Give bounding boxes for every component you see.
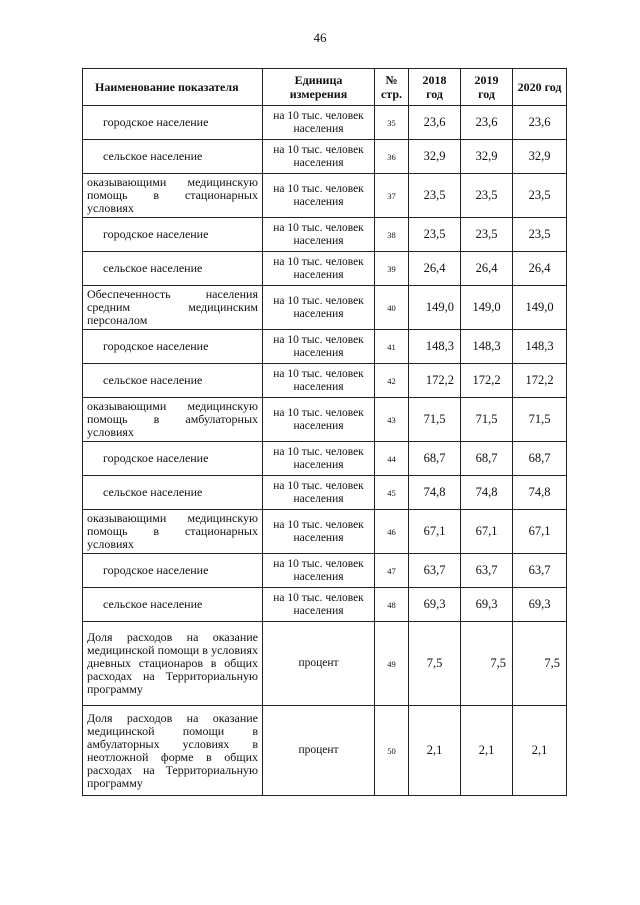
value-2020: 63,7 — [513, 554, 567, 588]
unit-cell: на 10 тыс. человек населения — [263, 588, 375, 622]
table-row — [83, 106, 567, 140]
row-number: 37 — [375, 174, 409, 218]
unit-cell: на 10 тыс. человек населения — [263, 398, 375, 442]
value-2019: 23,6 — [461, 106, 513, 140]
indicator-name: городское население — [83, 330, 263, 364]
value-2020: 149,0 — [513, 286, 567, 330]
value-2018: 68,7 — [409, 442, 461, 476]
value-2019: 23,5 — [461, 174, 513, 218]
value-2019: 67,1 — [461, 510, 513, 554]
table-row — [83, 364, 567, 398]
header-2020: 2020 год — [513, 69, 567, 106]
value-2019: 172,2 — [461, 364, 513, 398]
table-row — [83, 140, 567, 174]
unit-cell: процент — [263, 706, 375, 796]
row-number: 36 — [375, 140, 409, 174]
unit-cell: на 10 тыс. человек населения — [263, 286, 375, 330]
indicator-name: городское население — [83, 442, 263, 476]
table-row — [83, 330, 567, 364]
value-2019: 32,9 — [461, 140, 513, 174]
table-row — [83, 174, 567, 218]
header-row-number: № стр. — [375, 69, 409, 106]
header-2018: 2018 год — [409, 69, 461, 106]
value-2020: 148,3 — [513, 330, 567, 364]
indicator-name: сельское население — [83, 140, 263, 174]
value-2020: 23,5 — [513, 174, 567, 218]
indicator-name: городское население — [83, 218, 263, 252]
value-2018: 2,1 — [409, 706, 461, 796]
value-2020: 68,7 — [513, 442, 567, 476]
value-2020: 74,8 — [513, 476, 567, 510]
value-2020: 172,2 — [513, 364, 567, 398]
value-2018: 23,6 — [409, 106, 461, 140]
header-2019: 2019 год — [461, 69, 513, 106]
value-2018: 26,4 — [409, 252, 461, 286]
row-number: 39 — [375, 252, 409, 286]
row-number: 42 — [375, 364, 409, 398]
value-2018: 74,8 — [409, 476, 461, 510]
header-indicator-name: Наименование показателя — [83, 69, 263, 106]
unit-cell: на 10 тыс. человек населения — [263, 442, 375, 476]
value-2019: 148,3 — [461, 330, 513, 364]
table-row — [83, 218, 567, 252]
table-row — [83, 286, 567, 330]
indicator-name: оказывающими медицинскую помощь в стационарных условиях — [83, 510, 263, 554]
unit-cell: на 10 тыс. человек населения — [263, 476, 375, 510]
indicators-table — [82, 68, 567, 796]
value-2018: 63,7 — [409, 554, 461, 588]
value-2019: 7,5 — [461, 622, 513, 706]
value-2019: 26,4 — [461, 252, 513, 286]
table-header-row — [83, 69, 567, 106]
unit-cell: на 10 тыс. человек населения — [263, 554, 375, 588]
indicator-name: Доля расходов на оказание медицинской помощи в условиях дневных стационаров в общих расходах на Территориальную программу — [83, 622, 263, 706]
value-2018: 67,1 — [409, 510, 461, 554]
page-number: 46 — [313, 30, 327, 45]
row-number: 38 — [375, 218, 409, 252]
row-number: 43 — [375, 398, 409, 442]
row-number: 35 — [375, 106, 409, 140]
value-2018: 148,3 — [409, 330, 461, 364]
value-2020: 2,1 — [513, 706, 567, 796]
value-2020: 23,6 — [513, 106, 567, 140]
indicator-name: оказывающими медицинскую помощь в амбулаторных условиях — [83, 398, 263, 442]
value-2019: 63,7 — [461, 554, 513, 588]
value-2019: 2,1 — [461, 706, 513, 796]
table-row — [83, 398, 567, 442]
indicator-name: сельское население — [83, 476, 263, 510]
table-row — [83, 442, 567, 476]
indicator-name: городское население — [83, 106, 263, 140]
indicator-name: городское население — [83, 554, 263, 588]
value-2018: 32,9 — [409, 140, 461, 174]
value-2018: 7,5 — [409, 622, 461, 706]
unit-cell: на 10 тыс. человек населения — [263, 330, 375, 364]
table-row — [83, 622, 567, 706]
value-2018: 23,5 — [409, 174, 461, 218]
table-row — [83, 588, 567, 622]
value-2020: 23,5 — [513, 218, 567, 252]
value-2019: 71,5 — [461, 398, 513, 442]
indicator-name: сельское население — [83, 588, 263, 622]
indicator-name: сельское население — [83, 364, 263, 398]
value-2020: 7,5 — [513, 622, 567, 706]
table-row — [83, 510, 567, 554]
value-2018: 71,5 — [409, 398, 461, 442]
value-2019: 23,5 — [461, 218, 513, 252]
value-2018: 172,2 — [409, 364, 461, 398]
value-2019: 69,3 — [461, 588, 513, 622]
table-row — [83, 476, 567, 510]
unit-cell: на 10 тыс. человек населения — [263, 364, 375, 398]
value-2019: 149,0 — [461, 286, 513, 330]
indicator-name: Доля расходов на оказание медицинской помощи в амбулаторных условиях в неотложной форме в общих расходах на Территориальную программу — [83, 706, 263, 796]
row-number: 46 — [375, 510, 409, 554]
row-number: 49 — [375, 622, 409, 706]
value-2019: 74,8 — [461, 476, 513, 510]
header-unit: Единица измерения — [263, 69, 375, 106]
value-2020: 69,3 — [513, 588, 567, 622]
table-row — [83, 252, 567, 286]
table-row — [83, 706, 567, 796]
unit-cell: на 10 тыс. человек населения — [263, 252, 375, 286]
value-2019: 68,7 — [461, 442, 513, 476]
unit-cell: на 10 тыс. человек населения — [263, 218, 375, 252]
indicator-name: оказывающими медицинскую помощь в стационарных условиях — [83, 174, 263, 218]
unit-cell: процент — [263, 622, 375, 706]
row-number: 47 — [375, 554, 409, 588]
indicator-name: Обеспеченность населения средним медицинским персоналом — [83, 286, 263, 330]
unit-cell: на 10 тыс. человек населения — [263, 174, 375, 218]
row-number: 45 — [375, 476, 409, 510]
unit-cell: на 10 тыс. человек населения — [263, 510, 375, 554]
value-2020: 26,4 — [513, 252, 567, 286]
unit-cell: на 10 тыс. человек населения — [263, 140, 375, 174]
unit-cell: на 10 тыс. человек населения — [263, 106, 375, 140]
row-number: 44 — [375, 442, 409, 476]
value-2018: 149,0 — [409, 286, 461, 330]
value-2018: 69,3 — [409, 588, 461, 622]
value-2020: 67,1 — [513, 510, 567, 554]
value-2020: 71,5 — [513, 398, 567, 442]
value-2018: 23,5 — [409, 218, 461, 252]
row-number: 48 — [375, 588, 409, 622]
row-number: 50 — [375, 706, 409, 796]
value-2020: 32,9 — [513, 140, 567, 174]
indicator-name: сельское население — [83, 252, 263, 286]
row-number: 41 — [375, 330, 409, 364]
row-number: 40 — [375, 286, 409, 330]
table-row — [83, 554, 567, 588]
